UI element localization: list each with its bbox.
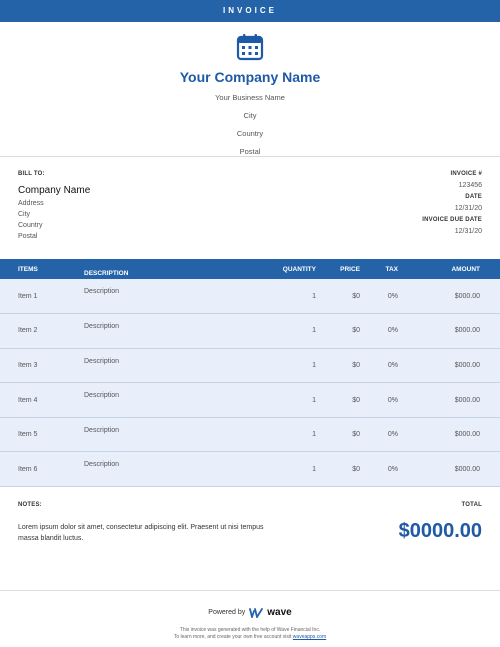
item-amount: $000.00	[402, 452, 500, 487]
item-quantity: 1	[250, 314, 320, 349]
calendar-icon	[235, 32, 265, 62]
header-quantity: QUANTITY	[282, 265, 316, 273]
notes-total-section	[0, 487, 500, 590]
table-row	[0, 383, 500, 418]
item-amount: $000.00	[402, 383, 500, 418]
item-name: Item 4	[0, 383, 80, 418]
footer-line-1: This invoice was generated with the help of Wave Financial Inc.	[179, 627, 321, 634]
header-tax: TAX	[385, 265, 398, 273]
wave-logo-icon	[249, 608, 263, 618]
item-tax: 0%	[364, 417, 402, 452]
due-date-label: INVOICE DUE DATE	[422, 217, 482, 223]
table-row	[0, 452, 500, 487]
company-name: Your Company Name	[179, 69, 321, 85]
notes-text: Lorem ipsum dolor sit amet, consectetur adipiscing elit. Praesent ut nisi tempus massa blandit luctus.	[18, 524, 264, 543]
client-postal: Postal	[18, 233, 38, 240]
waveapps-link[interactable]: waveapps.com	[292, 634, 327, 641]
footer-line-2	[0, 634, 500, 641]
bill-to-block	[18, 171, 90, 249]
footer-fine-print	[0, 627, 500, 641]
date-label: DATE	[465, 194, 482, 200]
footer	[0, 591, 500, 641]
total-label: TOTAL	[461, 502, 482, 509]
item-tax: 0%	[364, 348, 402, 383]
footer-line-2-text: To learn more, and create your own free account visit	[173, 634, 292, 641]
item-price: $0	[320, 452, 364, 487]
item-price: $0	[320, 383, 364, 418]
item-amount: $000.00	[402, 417, 500, 452]
notes-block	[18, 502, 268, 590]
table-row	[0, 348, 500, 383]
company-country: Country	[236, 129, 264, 138]
item-price: $0	[320, 417, 364, 452]
table-row	[0, 279, 500, 314]
invoice-meta	[422, 171, 482, 249]
item-amount: $000.00	[402, 314, 500, 349]
item-description: Description	[80, 314, 250, 349]
line-items-table	[0, 259, 500, 487]
item-description: Description	[80, 452, 250, 487]
company-city: City	[243, 111, 257, 120]
item-price: $0	[320, 279, 364, 314]
item-tax: 0%	[364, 314, 402, 349]
table-row	[0, 417, 500, 452]
item-price: $0	[320, 348, 364, 383]
client-address: Address	[18, 200, 44, 207]
powered-by	[208, 607, 291, 618]
bill-to-section	[0, 157, 500, 259]
item-quantity: 1	[250, 348, 320, 383]
invoice-date: 12/31/20	[454, 205, 482, 212]
notes-label: NOTES:	[18, 502, 42, 509]
item-quantity: 1	[250, 417, 320, 452]
total-amount: $0000.00	[398, 520, 482, 543]
item-tax: 0%	[364, 383, 402, 418]
item-description: Description	[80, 383, 250, 418]
header-description: DESCRIPTION	[84, 270, 129, 277]
item-tax: 0%	[364, 279, 402, 314]
item-name: Item 3	[0, 348, 80, 383]
client-country: Country	[18, 222, 43, 229]
invoice-number-label: INVOICE #	[450, 171, 482, 177]
invoice-due-date: 12/31/20	[454, 228, 482, 235]
item-quantity: 1	[250, 383, 320, 418]
powered-by-label: Powered by	[208, 609, 246, 617]
total-block	[399, 502, 482, 590]
item-description: Description	[80, 279, 250, 314]
header-price: PRICE	[340, 265, 360, 273]
wave-brand: wave	[267, 607, 292, 619]
invoice-topbar: INVOICE	[0, 0, 500, 22]
item-name: Item 5	[0, 417, 80, 452]
header-items: ITEMS	[18, 265, 38, 273]
item-amount: $000.00	[402, 348, 500, 383]
company-postal: Postal	[239, 147, 261, 156]
item-name: Item 2	[0, 314, 80, 349]
table-row	[0, 314, 500, 349]
business-name: Your Business Name	[215, 93, 285, 102]
client-city: City	[18, 211, 31, 218]
item-description: Description	[80, 348, 250, 383]
item-quantity: 1	[250, 452, 320, 487]
item-tax: 0%	[364, 452, 402, 487]
client-name: Company Name	[18, 185, 91, 196]
bill-to-label: BILL TO:	[18, 171, 45, 177]
item-amount: $000.00	[402, 279, 500, 314]
item-price: $0	[320, 314, 364, 349]
invoice-number: 123456	[458, 182, 482, 189]
item-name: Item 6	[0, 452, 80, 487]
header-amount: AMOUNT	[451, 265, 480, 273]
item-description: Description	[80, 417, 250, 452]
table-header-row	[0, 259, 500, 279]
item-quantity: 1	[250, 279, 320, 314]
item-name: Item 1	[0, 279, 80, 314]
company-header	[0, 22, 500, 156]
